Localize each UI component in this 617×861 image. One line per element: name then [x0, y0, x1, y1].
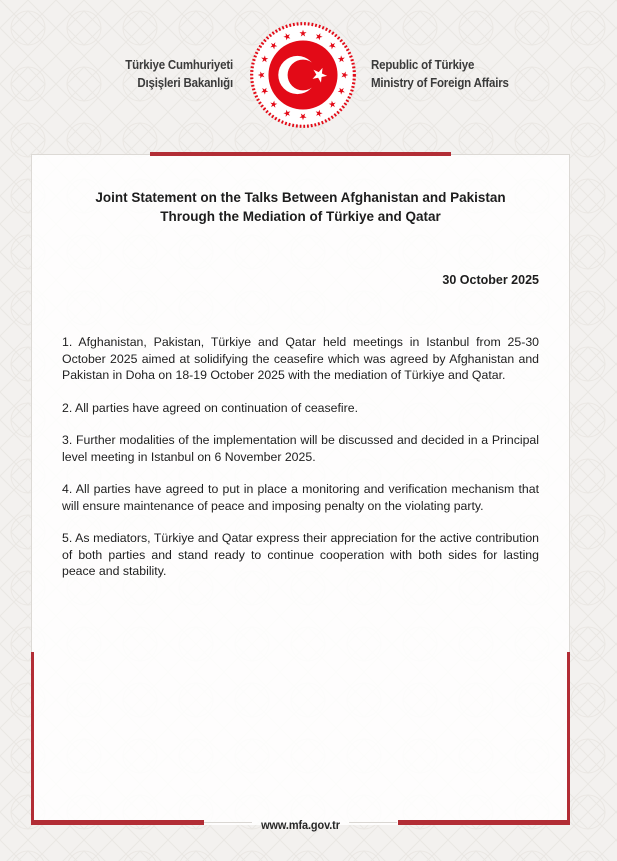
top-red-accent-bar: [150, 152, 451, 156]
paragraph-2: 2. All parties have agreed on continuation of ceasefire.: [62, 400, 359, 415]
paragraph-1: 1. Afghanistan, Pakistan, Türkiye and Qatar held meetings in Istanbul from 25-30 October 2025 aimed at solidifying the ceasefire which was agreed by Afghanistan and Pakistan in Doha on 18-19 October 2025 with the mediation of Türkiye and Qatar.: [62, 335, 539, 382]
turkiye-mfa-emblem-icon: [247, 19, 359, 131]
document-date: 30 October 2025: [442, 273, 539, 287]
ministry-name-english-line2: Ministry of Foreign Affairs: [371, 75, 509, 90]
bottom-red-frame: [31, 652, 570, 825]
paragraph-3: 3. Further modalities of the implementation will be discussed and decided in a Principal level meeting in Istanbul on 6 November 2025.: [62, 433, 539, 464]
mfa-website-url: www.mfa.gov.tr: [261, 820, 340, 832]
press-release-card: [31, 154, 570, 832]
paragraph-5: 5. As mediators, Türkiye and Qatar express their appreciation for the active contribution of both parties and stand ready to continue cooperation with both sides for lasting peace and stability.: [62, 531, 539, 578]
paragraph-4: 4. All parties have agreed to put in place a monitoring and verification mechanism that will ensure maintenance of peace and imposing penalty on the violating party.: [62, 482, 539, 513]
document-title: [62, 188, 539, 226]
ministry-name-turkish-line1: Türkiye Cumhuriyeti: [125, 58, 233, 72]
ministry-name-english: [371, 57, 573, 92]
document-title-line1: Joint Statement on the Talks Between Afghanistan and Pakistan: [95, 190, 506, 205]
ministry-name-turkish: [19, 57, 233, 92]
document-content: [32, 188, 569, 580]
document-title-line2: Through the Mediation of Türkiye and Qatar: [160, 209, 441, 224]
document-paragraphs: [62, 334, 539, 580]
ministry-name-english-line1: Republic of Türkiye: [371, 58, 475, 72]
ministry-name-turkish-line2: Dışişleri Bakanlığı: [137, 75, 233, 90]
